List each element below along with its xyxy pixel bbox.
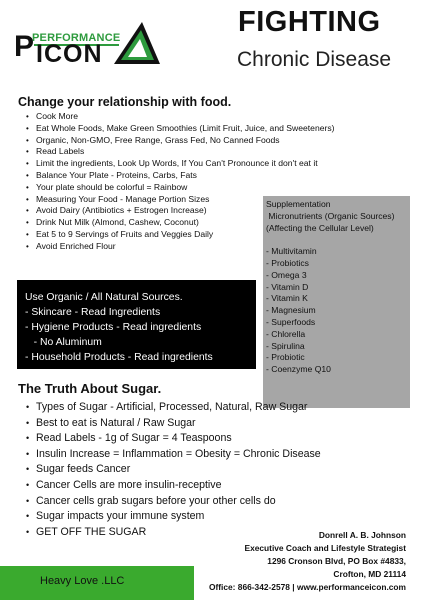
supplement-line: - Vitamin K [266, 293, 308, 304]
list-item: • Balance Your Plate - Proteins, Carbs, Fats [26, 170, 335, 182]
list-item: • Organic, Non-GMO, Free Range, Grass Fed, No Canned Foods [26, 135, 335, 147]
contact-office: Office: 866-342-2578 | www.performanceicon.com [208, 582, 406, 592]
list-item: • Avoid Dairy (Antibiotics + Estrogen Increase) [26, 205, 335, 217]
list-item: • Insulin Increase = Inflammation = Obesity = Chronic Disease [26, 447, 321, 463]
logo-p-text: P [14, 30, 34, 63]
list-item: • Cancer cells grab sugars before your other cells do [26, 494, 321, 510]
contact-name: Donrell A. B. Johnson [318, 530, 406, 540]
supplement-line: - Chlorella [266, 328, 306, 339]
list-item: • Measuring Your Food - Manage Portion Sizes [26, 194, 335, 206]
performance-icon-logo [14, 18, 164, 66]
list-item: • Read Labels - 1g of Sugar = 4 Teaspoons [26, 431, 321, 447]
list-item: • Types of Sugar - Artificial, Processed, Natural, Raw Sugar [26, 400, 321, 416]
organic-sources-box [17, 280, 256, 369]
food-heading: Change your relationship with food. [18, 95, 232, 109]
contact-info [209, 529, 406, 594]
list-item: • Sugar impacts your immune system [26, 509, 321, 525]
company-bar [0, 566, 194, 600]
supplement-line: Micronutrients (Organic Sources) [266, 210, 395, 221]
supplement-line: - Probiotic [266, 352, 305, 363]
supplement-line: - Probiotics [266, 257, 309, 268]
supplement-line: - Superfoods [266, 316, 316, 327]
list-item: • Sugar feeds Cancer [26, 462, 321, 478]
supplement-line [266, 234, 410, 246]
list-item: • Avoid Enriched Flour [26, 241, 335, 253]
supplement-line: - Coenzyme Q10 [266, 364, 331, 375]
list-item: • Eat 5 to 9 Servings of Fruits and Veggies Daily [26, 229, 335, 241]
list-item: • GET OFF THE SUGAR [26, 525, 321, 541]
sugar-list [26, 400, 321, 540]
organic-line: Use Organic / All Natural Sources. [25, 292, 183, 303]
sugar-heading: The Truth About Sugar. [18, 381, 162, 396]
supplement-line: (Affecting the Cellular Level) [266, 222, 374, 233]
list-item: • Cook More [26, 111, 335, 123]
contact-address: 1296 Cronson Blvd, PO Box #4833, [267, 556, 406, 566]
logo-performance-text: PERFORMANCE [32, 32, 121, 44]
company-name: Heavy Love .LLC [40, 575, 125, 587]
supplement-line: - Vitamin D [266, 281, 309, 292]
contact-city: Crofton, MD 21114 [333, 569, 406, 579]
organic-line: - Household Products - Read ingredients [25, 352, 213, 363]
supplement-line: Supplementation [266, 199, 331, 209]
list-item: • Best to eat is Natural / Raw Sugar [26, 416, 321, 432]
supplement-line: - Spirulina [266, 340, 305, 351]
page-title: FIGHTING [238, 6, 381, 38]
organic-line: - Hygiene Products - Read ingredients [25, 322, 202, 333]
supplement-line: - Magnesium [266, 305, 316, 316]
logo-icon-text: ICON [36, 40, 103, 68]
supplementation-box [263, 196, 410, 408]
organic-line: - No Aluminum [25, 337, 102, 348]
supplement-line: - Omega 3 [266, 269, 307, 280]
organic-line: - Skincare - Read Ingredients [25, 307, 161, 318]
list-item: • Read Labels [26, 146, 335, 158]
supplement-line: - Multivitamin [266, 246, 317, 257]
list-item: • Limit the ingredients, Look Up Words, If You Can't Pronounce it don't eat it [26, 158, 335, 170]
list-item: • Drink Nut Milk (Almond, Cashew, Coconut) [26, 217, 335, 229]
contact-role: Executive Coach and Lifestyle Strategist [244, 543, 406, 553]
page-subtitle: Chronic Disease [237, 48, 392, 71]
list-item: • Eat Whole Foods, Make Green Smoothies (Limit Fruit, Juice, and Sweeteners) [26, 123, 335, 135]
list-item: • Cancer Cells are more insulin-receptive [26, 478, 321, 494]
list-item: • Your plate should be colorful = Rainbow [26, 182, 335, 194]
